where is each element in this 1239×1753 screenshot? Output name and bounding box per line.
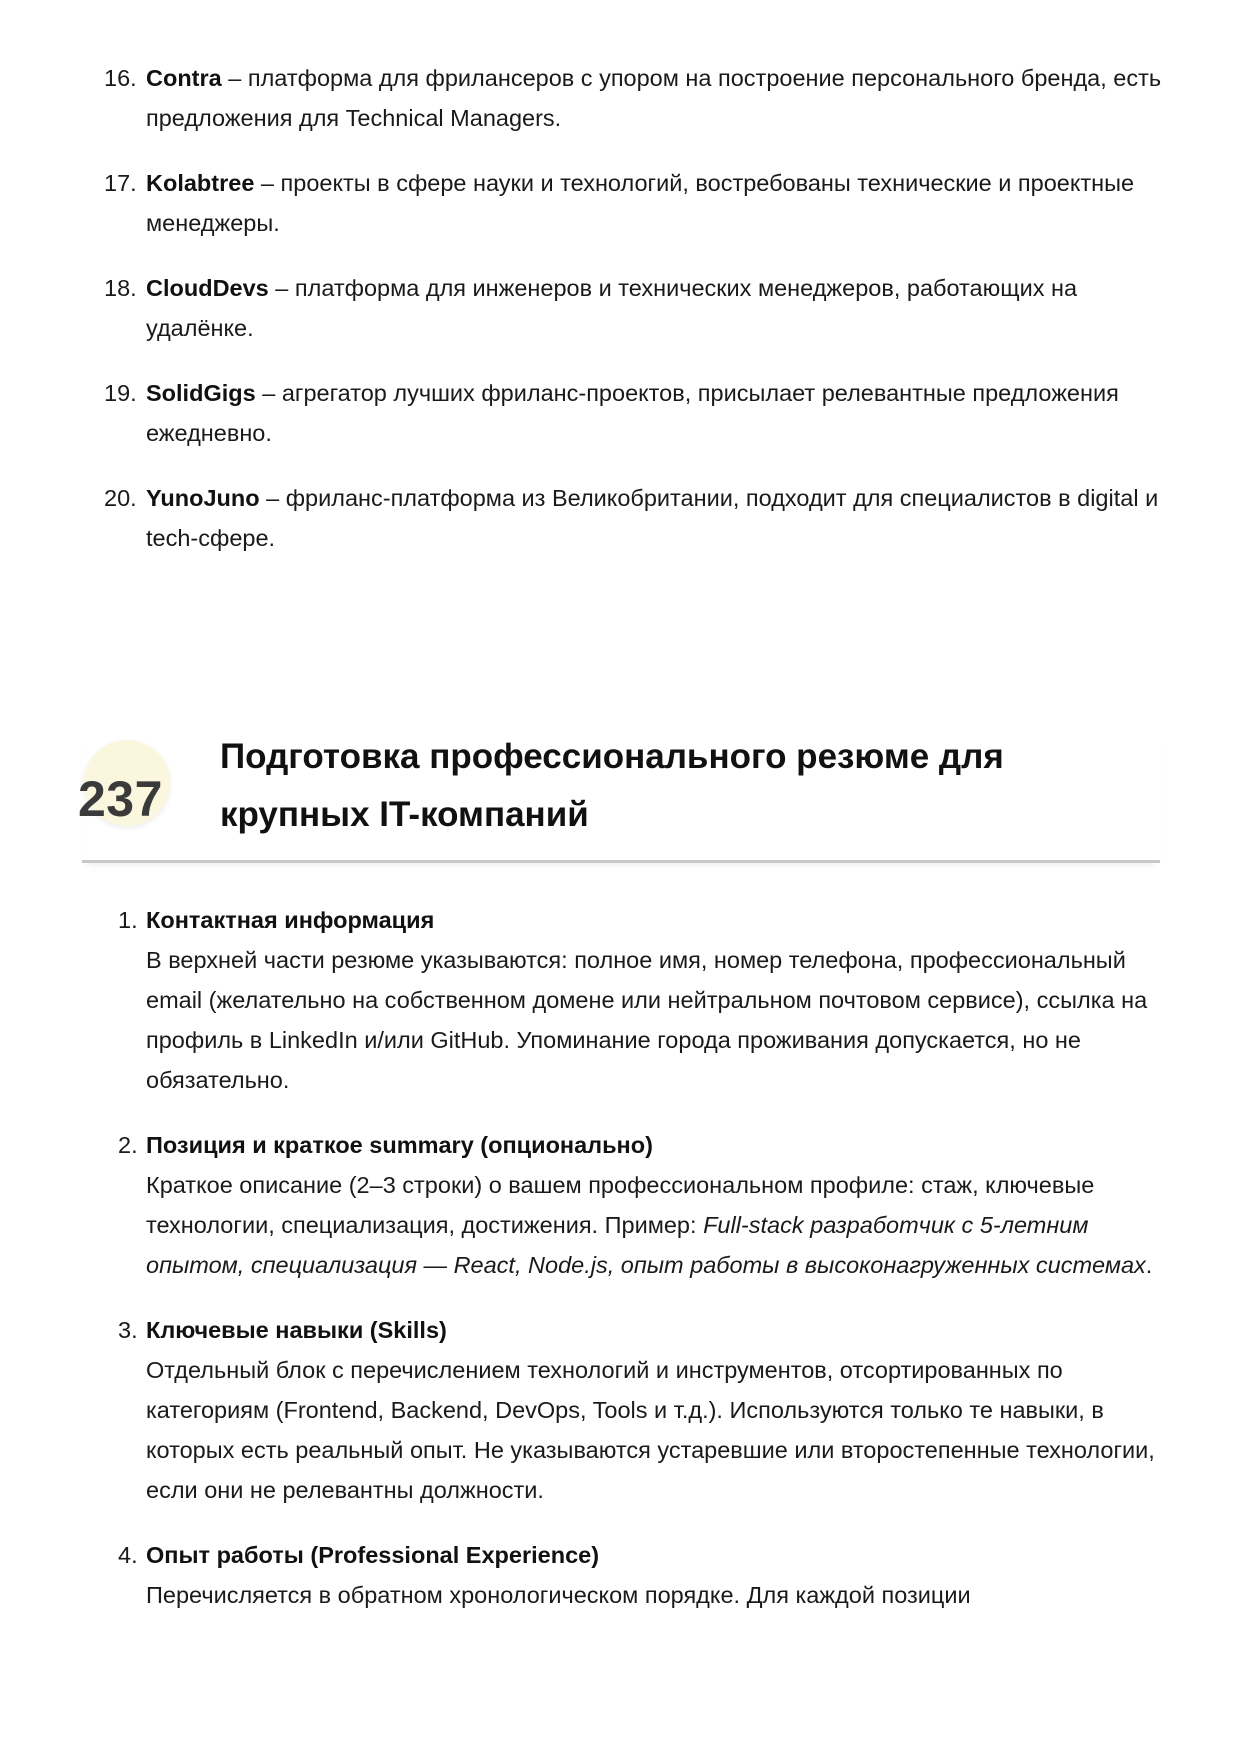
- item-name: SolidGigs: [146, 380, 256, 406]
- list-item: [104, 163, 1164, 243]
- list-item: [104, 373, 1164, 453]
- section-number-badge: [78, 740, 170, 827]
- item-number: 2.: [118, 1132, 138, 1158]
- platform-list: [104, 58, 1164, 583]
- item-body-end: .: [1145, 1252, 1153, 1278]
- item-number: 3.: [118, 1317, 138, 1343]
- item-heading: Ключевые навыки (Skills): [146, 1317, 447, 1343]
- item-body-text: Краткое описание (2–3 строки) о вашем профессиональном профиле: стаж, ключевые технологии, специализация, достижения. Пример:: [146, 1172, 1095, 1238]
- item-heading: Контактная информация: [146, 907, 435, 933]
- list-item: [104, 268, 1164, 348]
- section-header: [78, 732, 1160, 863]
- item-body: [146, 1165, 1164, 1285]
- section-title: Подготовка профессионального резюме для крупных IT-компаний: [220, 737, 1004, 834]
- item-heading: Позиция и краткое summary (опционально): [146, 1132, 653, 1158]
- item-number: 18.: [104, 275, 137, 301]
- item-description: – фриланс-платформа из Великобритании, подходит для специалистов в digital и tech-сфере.: [146, 485, 1159, 551]
- item-body: [146, 940, 1164, 1100]
- item-body-text: Перечисляется в обратном хронологическом порядке. Для каждой позиции: [146, 1582, 971, 1608]
- list-item: [104, 1535, 1164, 1615]
- item-body: [146, 1350, 1164, 1510]
- list-item: [104, 478, 1164, 558]
- list-item: [104, 1310, 1164, 1510]
- example-text: Full-stack разработчик с 5-летним опытом, специализация — React, Node.js, опыт работы в высоконагруженных системах: [146, 1212, 1146, 1278]
- item-number: 4.: [118, 1542, 138, 1568]
- list-item: [104, 900, 1164, 1100]
- item-number: 16.: [104, 65, 137, 91]
- list-item: [104, 58, 1164, 138]
- item-name: Contra: [146, 65, 222, 91]
- item-number: 1.: [118, 907, 138, 933]
- item-description: – проекты в сфере науки и технологий, востребованы технические и проектные менеджеры.: [146, 170, 1135, 236]
- item-number: 17.: [104, 170, 137, 196]
- section-number: 237: [78, 771, 163, 827]
- item-name: CloudDevs: [146, 275, 269, 301]
- item-description: – платформа для фрилансеров с упором на построение персонального бренда, есть предложения для Technical Managers.: [146, 65, 1162, 131]
- item-description: – платформа для инженеров и технических менеджеров, работающих на удалёнке.: [146, 275, 1078, 341]
- item-number: 19.: [104, 380, 137, 406]
- item-body-text: В верхней части резюме указываются: полное имя, номер телефона, профессиональный email (желательно на собственном домене или нейтральном почтовом сервисе), ссылка на профиль в LinkedIn и/или GitHub. Упоминание города проживания допускается, но не обязательно.: [146, 947, 1148, 1093]
- item-number: 20.: [104, 485, 137, 511]
- item-name: Kolabtree: [146, 170, 255, 196]
- item-name: YunoJuno: [146, 485, 260, 511]
- item-heading: Опыт работы (Professional Experience): [146, 1542, 600, 1568]
- item-body: [146, 1575, 1164, 1615]
- item-body-text: Отдельный блок с перечислением технологий и инструментов, отсортированных по категориям (Frontend, Backend, DevOps, Tools и т.д.). Используются только те навыки, в которых есть реальный опыт. Не указываются устаревшие или второстепенные технологии, если они не релевантны должности.: [146, 1357, 1155, 1503]
- list-item: [104, 1125, 1164, 1285]
- item-description: – агрегатор лучших фриланс-проектов, присылает релевантные предложения ежедневно.: [146, 380, 1119, 446]
- resume-steps-list: [104, 900, 1164, 1640]
